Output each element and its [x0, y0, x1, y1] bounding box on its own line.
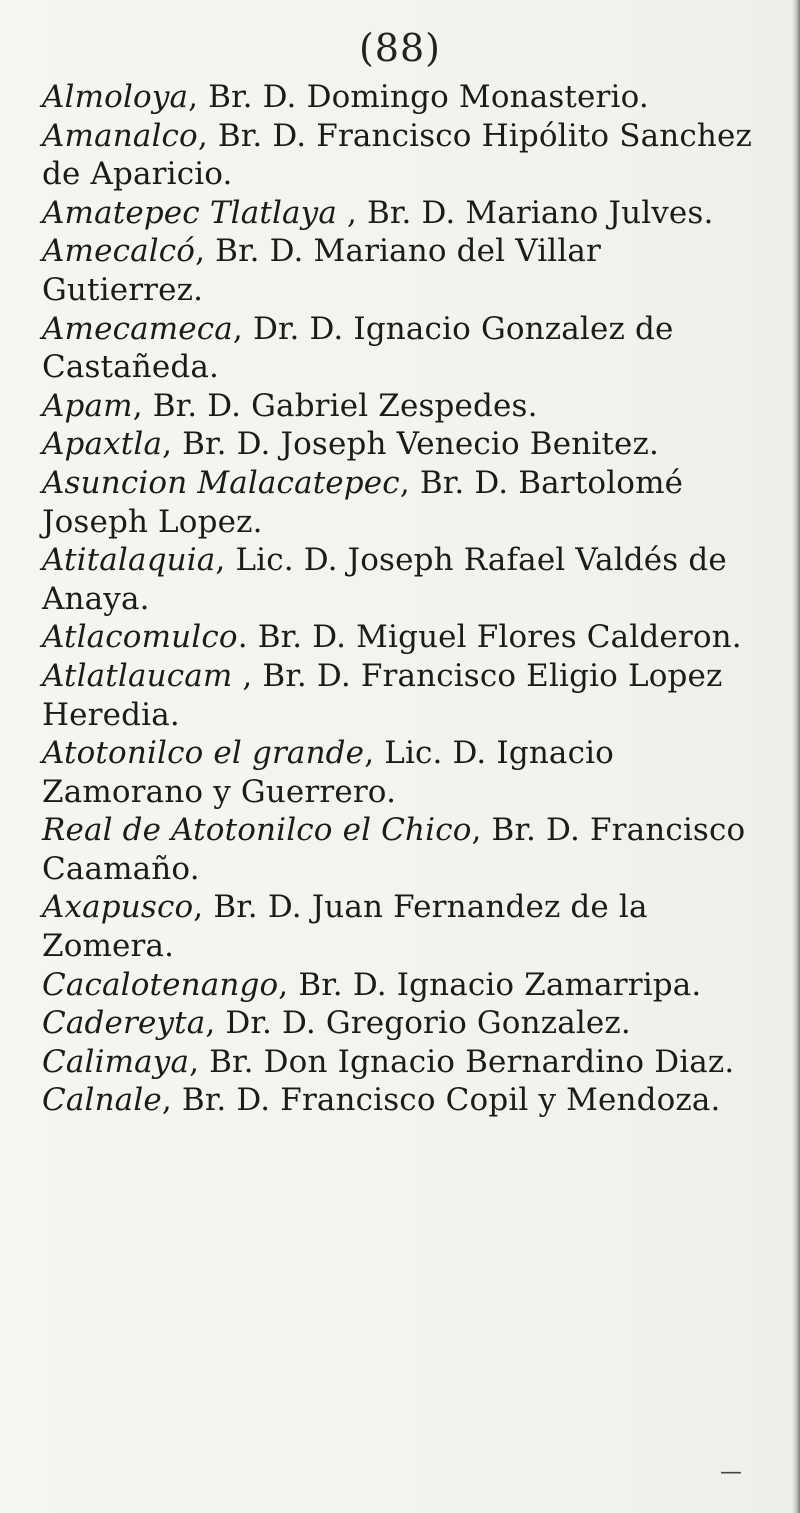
list-item [42, 888, 772, 965]
separator: , [132, 387, 153, 424]
separator: , [188, 79, 209, 115]
clergy-name: Br. D. Bartolomé Joseph Lopez. [42, 464, 684, 540]
separator: , [162, 426, 183, 463]
page-edge-shadow [792, 0, 800, 1513]
list-item [42, 618, 772, 657]
list-item [42, 1081, 772, 1120]
list-item [42, 425, 772, 464]
separator: , [161, 1082, 182, 1119]
place-name: Amanalco [42, 117, 198, 154]
clergy-name: Br. D. Francisco Eligio Lopez Heredia. [42, 657, 723, 733]
clergy-name: Dr. D. Ignacio Gonzalez de Castañeda. [42, 310, 674, 386]
place-name: Apam [42, 387, 133, 424]
place-name: Cadereyta [42, 1005, 206, 1042]
separator: , [195, 233, 216, 270]
list-item [42, 657, 772, 734]
place-name: Cacalotenango [42, 966, 279, 1003]
clergy-name: Br. D. Joseph Venecio Benitez. [182, 426, 659, 463]
separator: , [471, 812, 492, 849]
list-item [42, 1004, 772, 1043]
place-name: Calnale [42, 1082, 162, 1119]
place-name: Amecalcó [42, 233, 196, 270]
list-item [42, 78, 772, 117]
separator: , [399, 464, 420, 501]
place-name: Atlacomulco [42, 619, 238, 656]
separator: , [189, 1043, 210, 1080]
clergy-name: Dr. D. Gregorio Gonzalez. [225, 1005, 631, 1042]
clergy-name: Lic. D. Ignacio Zamorano y Guerrero. [42, 735, 614, 810]
place-name: Atitalaquia [42, 542, 216, 579]
clergy-name: Br. D. Francisco Hipólito Sanchez de Aparicio. [42, 117, 752, 193]
page-number: (88) [358, 26, 441, 70]
clergy-name: Br. D. Juan Fernandez de la Zomera. [42, 889, 648, 965]
clergy-name: Br. D. Miguel Flores Calderon. [257, 619, 742, 656]
parish-list [42, 78, 772, 1120]
place-name: Real de Atotonilco el Chico [42, 812, 472, 849]
clergy-name: Br. Don Ignacio Bernardino Diaz. [209, 1043, 735, 1080]
separator: , [205, 1005, 226, 1042]
clergy-name: Br. D. Mariano del Villar Gutierrez. [42, 233, 602, 308]
list-item [42, 734, 772, 811]
list-item [42, 310, 772, 387]
separator: , [232, 657, 263, 694]
place-name: Atotonilco el grande [42, 735, 365, 772]
list-item [42, 387, 772, 426]
place-name: Calimaya [42, 1043, 190, 1080]
clergy-name: Lic. D. Joseph Rafael Valdés de Anaya. [42, 542, 727, 617]
clergy-name: Br. D. Gabriel Zespedes. [152, 387, 538, 424]
list-item [42, 464, 772, 541]
clergy-name: Br. D. Francisco Copil y Mendoza. [181, 1082, 721, 1119]
place-name: Almoloya [42, 79, 189, 115]
separator: . [237, 619, 258, 656]
clergy-name: Br. D. Ignacio Zamarripa. [298, 966, 702, 1003]
place-name: Amecameca [42, 310, 233, 347]
list-item [42, 966, 772, 1005]
clergy-name: Br. D. Francisco Caamaño. [42, 812, 746, 887]
separator: , [193, 889, 214, 926]
list-item [42, 232, 772, 309]
list-item [42, 811, 772, 888]
separator: , [336, 194, 367, 231]
clergy-name: Br. D. Domingo Monasterio. [208, 79, 649, 115]
footer-mark: — [720, 1460, 742, 1485]
place-name: Atlatlaucam [42, 657, 233, 694]
place-name: Axapusco [42, 889, 194, 926]
separator: , [197, 117, 218, 154]
separator: , [364, 735, 385, 772]
place-name: Asuncion Malacatepec [42, 464, 400, 501]
place-name: Amatepec Tlatlaya [42, 194, 337, 231]
list-item [42, 117, 772, 194]
separator: , [278, 966, 299, 1003]
list-item [42, 194, 772, 233]
separator: , [215, 542, 236, 579]
clergy-name: Br. D. Mariano Julves. [366, 194, 714, 231]
list-item [42, 1043, 772, 1082]
place-name: Apaxtla [42, 426, 163, 463]
list-item [42, 541, 772, 618]
separator: , [232, 310, 253, 347]
